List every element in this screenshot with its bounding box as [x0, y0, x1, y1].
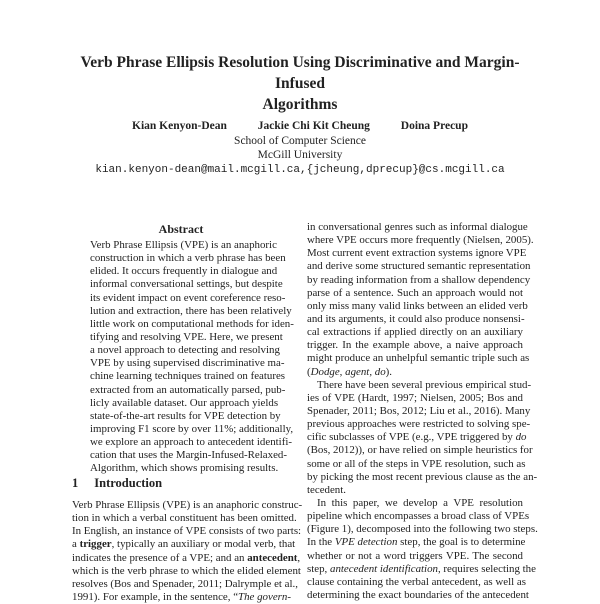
text-segment: Spenader, 2011; Bos, 2012; Liu et al., 2016). Many — [307, 404, 531, 417]
text-line — [307, 221, 528, 234]
text-line — [307, 536, 526, 549]
text-line — [72, 538, 296, 551]
text-segment: determining the exact boundaries of the antecedent — [307, 588, 529, 601]
text-segment: cation that uses the Margin-Infused-Relaxed- — [90, 449, 287, 462]
text-line — [72, 564, 301, 578]
text-line — [307, 339, 523, 352]
text-segment: construction in which a verb phrase has been — [90, 252, 286, 265]
text-line — [307, 352, 530, 365]
text-segment: ). — [385, 365, 393, 378]
text-segment: Algorithm, which shows promising results. — [90, 462, 279, 475]
author-list — [0, 120, 600, 132]
text-line — [72, 551, 301, 565]
text-segment: a — [72, 538, 80, 551]
italic-text: Dodge, agent, do — [310, 365, 386, 378]
italic-text: do — [515, 431, 527, 444]
text-line — [307, 470, 538, 484]
text-segment: chine learning techniques trained on features — [90, 370, 286, 383]
affiliation-dept: School of Computer Science — [234, 135, 366, 147]
text-line — [90, 449, 287, 462]
text-line — [90, 409, 281, 423]
text-segment: clause containing the verbal antecedent, as well as — [307, 575, 526, 588]
text-segment: step, — [307, 562, 330, 575]
text-line — [90, 357, 285, 370]
text-segment: little work on computational methods for iden- — [90, 317, 294, 330]
text-segment: tecedent. — [307, 483, 346, 496]
text-line — [307, 273, 531, 287]
text-segment: , — [297, 551, 301, 564]
text-segment: which is the verb phrase to which the elided element — [72, 564, 301, 577]
text-line — [90, 436, 292, 449]
text-segment: its evident impact on event coreference reso- — [90, 291, 286, 304]
bold-term: trigger — [79, 538, 112, 551]
text-line — [307, 366, 523, 379]
author: Jackie Chi Kit Cheung — [257, 120, 370, 132]
bold-term: antecedent — [247, 551, 298, 564]
text-segment: tifying and resolving VPE. Here, we present — [90, 330, 283, 343]
text-segment: lution and extraction, there has been relatively — [90, 304, 292, 317]
text-line — [90, 330, 283, 344]
section-title: Introduction — [94, 476, 163, 490]
text-segment: state-of-the-art results for VPE detection by — [90, 409, 281, 422]
text-line — [90, 422, 294, 436]
text-segment: and its arguments, it could also produce nonsensi- — [307, 312, 525, 325]
text-line — [307, 418, 531, 431]
text-line — [72, 525, 302, 538]
text-line — [307, 484, 523, 497]
text-segment: In the — [307, 536, 335, 549]
text-line — [307, 299, 528, 313]
text-segment: in conversational genres such as informal dialogue — [307, 221, 528, 233]
text-line — [72, 577, 298, 591]
title-line: Algorithms — [262, 96, 338, 113]
text-line — [307, 588, 529, 602]
italic-text: antecedent identification — [330, 562, 438, 575]
text-segment: resolves (Bos and Spenader, 2011; Dalrymple et al., — [72, 577, 298, 590]
text-line — [307, 287, 523, 300]
text-line — [307, 550, 523, 563]
text-segment: whether or not a word triggers VPE. The second — [307, 549, 523, 562]
text-segment: 1991). For example, in the sentence, “ — [72, 590, 239, 603]
text-line — [307, 392, 523, 405]
text-line — [307, 510, 530, 523]
text-line — [307, 562, 536, 576]
text-line — [307, 497, 523, 510]
abstract-heading: Abstract — [158, 222, 204, 236]
text-line — [307, 431, 527, 444]
section-heading-introduction — [72, 476, 162, 491]
text-line — [307, 326, 523, 339]
text-line — [90, 317, 294, 331]
text-line — [72, 499, 303, 512]
text-segment: pipeline which encompasses a broad class of VPEs — [307, 510, 530, 523]
text-segment: previous approaches were restricted to solving spe- — [307, 418, 531, 431]
text-line — [307, 378, 532, 392]
text-segment: tion in which a verbal constituent has been omitted. — [72, 512, 297, 525]
text-line — [90, 396, 279, 410]
text-segment: by reading information from a shallow dependency — [307, 273, 531, 286]
text-segment: extracted from an automatically parsed, pub- — [90, 383, 286, 396]
text-line — [90, 239, 277, 252]
text-segment: a novel approach to detecting and resolving — [90, 344, 280, 357]
author: Kian Kenyon-Dean — [132, 120, 227, 132]
text-line — [72, 590, 291, 604]
text-segment: In English, an instance of VPE consists of two parts: — [72, 525, 302, 538]
text-segment: step, the goal is to determine — [397, 536, 526, 549]
text-segment: elided. It occurs frequently in dialogue and — [90, 265, 278, 278]
text-line — [72, 512, 297, 525]
text-line — [90, 252, 286, 265]
text-segment: indicates the presence of a VPE; and an — [72, 551, 248, 564]
text-line — [307, 575, 526, 589]
text-segment: ies of VPE (Hardt, 1997; Nielsen, 2005; Bos and — [307, 391, 523, 404]
text-segment: only miss many valid links between an elided verb — [307, 299, 528, 312]
text-segment: and derive some structured semantic representation — [307, 260, 531, 273]
text-segment: Verb Phrase Ellipsis (VPE) is an anaphoric construc- — [72, 499, 303, 511]
text-segment: improving F1 score by over 11%; additionally, — [90, 422, 294, 435]
text-line — [90, 462, 279, 475]
text-line — [307, 404, 531, 418]
author-emails: kian.kenyon-dean@mail.mcgill.ca,{jcheung,dprecup}@cs.mcgill.ca — [95, 164, 505, 176]
text-line — [307, 457, 526, 471]
text-line — [307, 313, 523, 326]
text-segment: parse of a sentence. Such an approach would not — [307, 286, 523, 299]
text-segment: There have been several previous empirical stud- — [317, 378, 532, 391]
affiliation-university: McGill University — [257, 149, 343, 161]
text-segment: Verb Phrase Ellipsis (VPE) is an anaphoric — [90, 239, 277, 251]
text-segment: (Bos, 2012)), or have relied on simple heuristics for — [307, 444, 533, 457]
text-segment: (Figure 1), decomposed into the following two steps. — [307, 523, 538, 536]
text-line — [307, 247, 527, 260]
text-segment: might produce an unhelpful semantic triple such as — [307, 352, 530, 365]
text-line — [307, 523, 538, 536]
text-line — [90, 370, 286, 383]
text-line — [90, 304, 292, 318]
text-segment: VPE by using supervised discriminative ma- — [90, 357, 285, 370]
paper-title — [60, 52, 540, 115]
text-segment: cific subclasses of VPE (e.g., VPE triggered by — [307, 431, 516, 444]
text-segment: we explore an approach to antecedent identifi- — [90, 436, 292, 449]
text-segment: licly available dataset. Our approach yields — [90, 396, 279, 409]
text-segment: some or all of the steps in VPE resolution, such as — [307, 457, 526, 470]
author: Doina Precup — [400, 120, 468, 132]
text-segment: Most current event extraction systems ignore VPE — [307, 247, 527, 260]
text-segment: informal conversational settings, but despite — [90, 278, 283, 291]
title-line: Verb Phrase Ellipsis Resolution Using Discriminative and Margin-Infused — [80, 54, 520, 92]
text-segment: where VPE occurs more frequently (Nielsen, 2005). — [307, 234, 534, 247]
text-segment: cal extractions if applied directly on an auxiliary — [307, 326, 523, 339]
text-line — [90, 291, 286, 305]
italic-text: The govern- — [238, 590, 291, 603]
introduction-body — [72, 499, 303, 604]
text-segment: trigger. In the example above, a naive approach — [307, 339, 523, 352]
text-segment: ( — [307, 365, 311, 378]
text-segment: , typically an auxiliary or modal verb, that — [111, 538, 296, 551]
text-line — [90, 278, 283, 291]
text-segment: by picking the most recent previous clause as the an- — [307, 470, 538, 483]
text-line — [90, 344, 280, 357]
right-column-body — [307, 221, 538, 602]
text-segment: In this paper, we develop a VPE resolution — [317, 496, 523, 509]
abstract-body — [90, 239, 294, 476]
italic-text: VPE detection — [334, 536, 398, 549]
text-line — [307, 260, 531, 273]
text-line — [307, 444, 533, 457]
text-line — [90, 383, 286, 397]
text-line — [90, 265, 278, 278]
text-line — [307, 234, 534, 247]
section-number: 1 — [72, 476, 79, 490]
text-segment: , requires selecting the — [437, 562, 536, 575]
